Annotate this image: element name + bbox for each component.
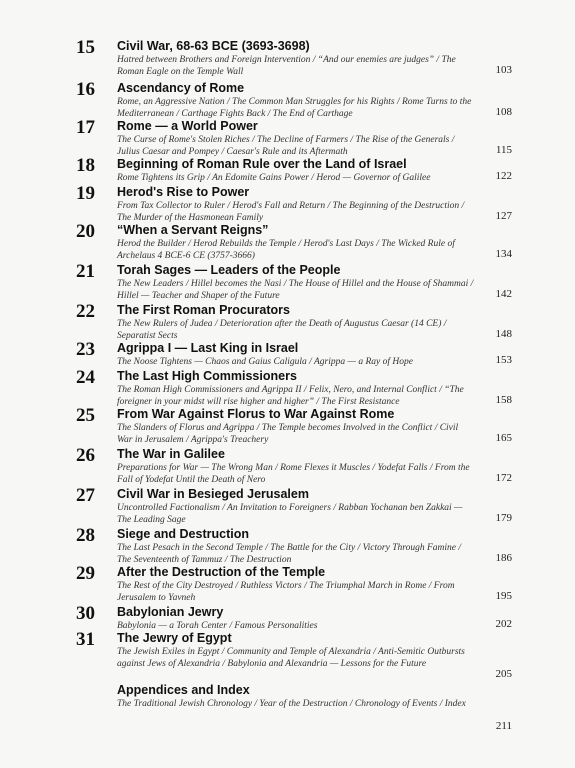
chapter-title: Civil War in Besieged Jerusalem [117,487,309,501]
chapter-number: 27 [76,485,95,506]
chapter-title: The Last High Commissioners [117,369,297,383]
chapter-number: 21 [76,261,95,282]
chapter-number: 24 [76,367,95,388]
chapter-title: Herod's Rise to Power [117,185,250,199]
chapter-description: From Tax Collector to Ruler / Herod's Fall and Return / The Beginning of the Destruction / The Murder of the Hasmonean Family [117,201,465,223]
chapter-description: The Traditional Jewish Chronology / Year of the Destruction / Chronology of Events / Index [117,699,466,709]
chapter-title: After the Destruction of the Temple [117,565,326,579]
chapter-description: Hatred between Brothers and Foreign Intervention / “And our enemies are judges” / The Roman Eagle on the Temple Wall [117,55,456,77]
page-number: 103 [495,64,512,76]
chapter-number: 22 [76,301,95,322]
chapter-description: The Roman High Commissioners and Agrippa II / Felix, Nero, and Internal Conflict / “The foreigner in your midst will rise higher and higher” / The First Resistance [117,385,464,407]
chapter-title: Rome — a World Power [117,119,258,133]
chapter-title: Agrippa I — Last King in Israel [117,341,299,355]
chapter-title: Torah Sages — Leaders of the People [117,263,341,277]
page-number: 122 [495,170,512,182]
page-number: 172 [495,472,512,484]
page-number: 153 [495,354,512,366]
chapter-title: The First Roman Procurators [117,303,290,317]
chapter-title: Ascendancy of Rome [117,81,245,95]
chapter-number: 20 [76,221,95,242]
chapter-number: 15 [76,37,95,58]
page-number: 165 [495,432,512,444]
chapter-number: 23 [76,339,95,360]
chapter-title: Babylonian Jewry [117,605,224,619]
page-number: 205 [495,668,512,680]
chapter-description: Babylonia — a Torah Center / Famous Personalities [117,621,318,631]
chapter-title: The Jewry of Egypt [117,631,232,645]
chapter-number: 31 [76,629,95,650]
chapter-title: The War in Galilee [117,447,225,461]
page-number: 134 [495,248,512,260]
page-number: 158 [495,394,512,406]
chapter-description: Rome, an Aggressive Nation / The Common Man Struggles for his Rights / Rome Turns to the Mediterranean / Carthage Fights Back / The End of Carthage [117,97,472,119]
chapter-description: Uncontrolled Factionalism / An Invitation to Foreigners / Rabban Yochanan ben Zakkai — The Leading Sage [117,503,463,525]
chapter-description: Herod the Builder / Herod Rebuilds the Temple / Herod's Last Days / The Wicked Rule of Archelaus 4 BCE-6 CE (3757-3666) [117,239,455,261]
chapter-number: 18 [76,155,95,176]
chapter-description: The Rest of the City Destroyed / Ruthless Victors / The Triumphal March in Rome / From Jerusalem to Yavneh [117,581,455,603]
chapter-title: From War Against Florus to War Against Rome [117,407,395,421]
chapter-title: Siege and Destruction [117,527,249,541]
page-number: 202 [495,618,512,630]
chapter-title: Beginning of Roman Rule over the Land of Israel [117,157,407,171]
chapter-number: 16 [76,79,95,100]
chapter-description: The Last Pesach in the Second Temple / The Battle for the City / Victory Through Famine / The Seventeenth of Tammuz / The Destruction [117,543,461,565]
page-number: 108 [495,106,512,118]
page-number: 179 [495,512,512,524]
page-number: 127 [495,210,512,222]
chapter-description: The Noose Tightens — Chaos and Gaius Caligula / Agrippa — a Ray of Hope [117,357,413,367]
chapter-number: 28 [76,525,95,546]
chapter-description: Rome Tightens its Grip / An Edomite Gains Power / Herod — Governor of Galilee [117,173,431,183]
page-number: 195 [495,590,512,602]
chapter-description: Preparations for War — The Wrong Man / Rome Flexes it Muscles / Yodefat Falls / From the Fall of Yodefat Until the Death of Nero [117,463,470,485]
chapter-number: 25 [76,405,95,426]
chapter-title: Civil War, 68-63 BCE (3693-3698) [117,39,310,53]
chapter-title: Appendices and Index [117,683,250,697]
chapter-number: 30 [76,603,95,624]
chapter-title: “When a Servant Reigns” [117,223,269,237]
chapter-description: The Curse of Rome's Stolen Riches / The Decline of Farmers / The Rise of the Generals / Julius Caesar and Pompey / Caesar's Rule and its Aftermath [117,135,455,157]
chapter-number: 29 [76,563,95,584]
chapter-description: The New Rulers of Judea / Deterioration after the Death of Augustus Caesar (14 CE) / Separatist Sects [117,319,447,341]
page-number: 186 [495,552,512,564]
page-number: 148 [495,328,512,340]
chapter-description: The Jewish Exiles in Egypt / Community and Temple of Alexandria / Anti-Semitic Outbursts against Jews of Alexandria / Babylonia and Alexandria — Lessons for the Future [117,647,465,669]
page-number: 211 [495,720,512,732]
chapter-number: 17 [76,117,95,138]
page-number: 115 [495,144,512,156]
chapter-number: 26 [76,445,95,466]
chapter-description: The Slanders of Florus and Agrippa / The Temple becomes Involved in the Conflict / Civil War in Jerusalem / Agrippa's Treachery [117,423,459,445]
chapter-description: The New Leaders / Hillel becomes the Nasi / The House of Hillel and the House of Shammai / Hillel — Teacher and Shaper of the Future [117,279,474,301]
page-number: 142 [495,288,512,300]
chapter-number: 19 [76,183,95,204]
